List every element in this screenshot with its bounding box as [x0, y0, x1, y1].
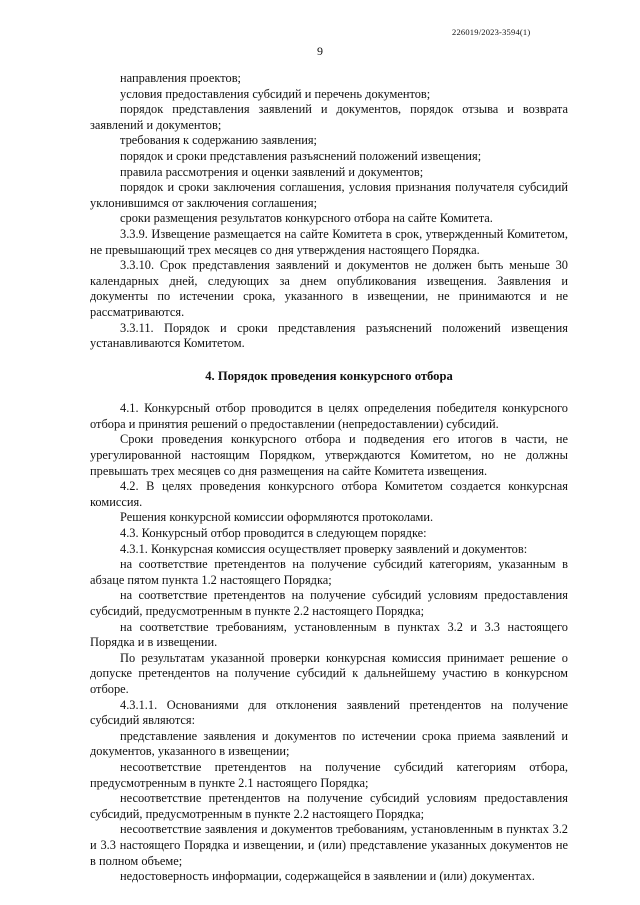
page-number: 9	[317, 44, 323, 58]
paragraph: несоответствие претендентов на получение субсидий условиям предоставления субсидий, предусмотренным в пункте 2.2 настоящего Порядка;	[90, 791, 568, 821]
paragraph: порядок представления заявлений и документов, порядок отзыва и возврата заявлений и документов;	[90, 102, 568, 132]
paragraph: Сроки проведения конкурсного отбора и подведения его итогов в части, не урегулированной настоящим Порядком, утверждаются Комитетом, но не должны превышать трех месяцев со дня размещения на сайте Комитета извещения.	[90, 432, 568, 478]
document-body	[90, 71, 568, 885]
paragraph: на соответствие претендентов на получение субсидий категориям, указанным в абзаце пятом пункта 1.2 настоящего Порядка;	[90, 557, 568, 587]
paragraph: на соответствие претендентов на получение субсидий условиям предоставления субсидий, предусмотренным в пункте 2.2 настоящего Порядка;	[90, 588, 568, 618]
paragraph-3-3-9: 3.3.9. Извещение размещается на сайте Комитета в срок, утвержденный Комитетом, не превышающий трех месяцев со дня утверждения настоящего Порядка.	[90, 226, 568, 257]
paragraph: несоответствие заявления и документов требованиям, установленным в пунктах 3.2 и 3.3 настоящего Порядка и извещении, и (или) представление указанных документов не в полном объеме;	[90, 822, 568, 868]
paragraph-4-3-1: 4.3.1. Конкурсная комиссия осуществляет проверку заявлений и документов:	[120, 541, 528, 556]
paragraph-4-1: 4.1. Конкурсный отбор проводится в целях определения победителя конкурсного отбора и принятия решений о предоставлении (непредоставлении) субсидий.	[90, 401, 568, 431]
paragraph: порядок и сроки заключения соглашения, условия признания получателя субсидий уклонившимся от заключения соглашения;	[90, 180, 568, 210]
paragraph: правила рассмотрения и оценки заявлений и документов;	[120, 164, 424, 179]
paragraph: направления проектов;	[120, 71, 241, 85]
paragraph: По результатам указанной проверки конкурсная комиссия принимает решение о допуске претендентов на получение субсидий к дальнейшему участию в конкурсном отборе.	[90, 650, 568, 696]
paragraph-4-2: 4.2. В целях проведения конкурсного отбора Комитетом создается конкурсная комиссия.	[90, 479, 568, 509]
paragraph-4-3-1-1: 4.3.1.1. Основаниями для отклонения заявлений претендентов на получение субсидий являются:	[90, 697, 568, 728]
paragraph: на соответствие требованиям, установленным в пунктах 3.2 и 3.3 настоящего Порядка и в извещении.	[90, 619, 568, 650]
paragraph: несоответствие претендентов на получение субсидий категориям отбора, предусмотренным в пункте 2.1 настоящего Порядка;	[90, 759, 568, 790]
paragraph: представление заявления и документов по истечении срока приема заявлений и документов, указанного в извещении;	[90, 728, 568, 759]
paragraph-3-3-10: 3.3.10. Срок представления заявлений и документов не должен быть меньше 30 календарных дней, следующих за днем опубликования извещения. Заявления и документы по истечении срока, указанного в извещении, не принимаются и не рассматриваются.	[90, 258, 568, 319]
paragraph: условия предоставления субсидий и перечень документов;	[120, 86, 431, 101]
paragraph-4-3: 4.3. Конкурсный отбор проводится в следующем порядке:	[120, 526, 427, 541]
section-4-heading: 4. Порядок проведения конкурсного отбора	[205, 368, 453, 383]
paragraph: требования к содержанию заявления;	[120, 133, 318, 148]
paragraph: порядок и сроки представления разъяснений положений извещения;	[120, 148, 482, 163]
document-registration-number: 226019/2023-3594(1)	[452, 27, 531, 37]
paragraph: Решения конкурсной комиссии оформляются протоколами.	[120, 510, 434, 525]
paragraph: недостоверность информации, содержащейся в заявлении и (или) документах.	[120, 869, 535, 884]
paragraph-3-3-11: 3.3.11. Порядок и сроки представления разъяснений положений извещения устанавливаются Комитетом.	[90, 320, 568, 351]
paragraph: сроки размещения результатов конкурсного отбора на сайте Комитета.	[120, 211, 493, 226]
